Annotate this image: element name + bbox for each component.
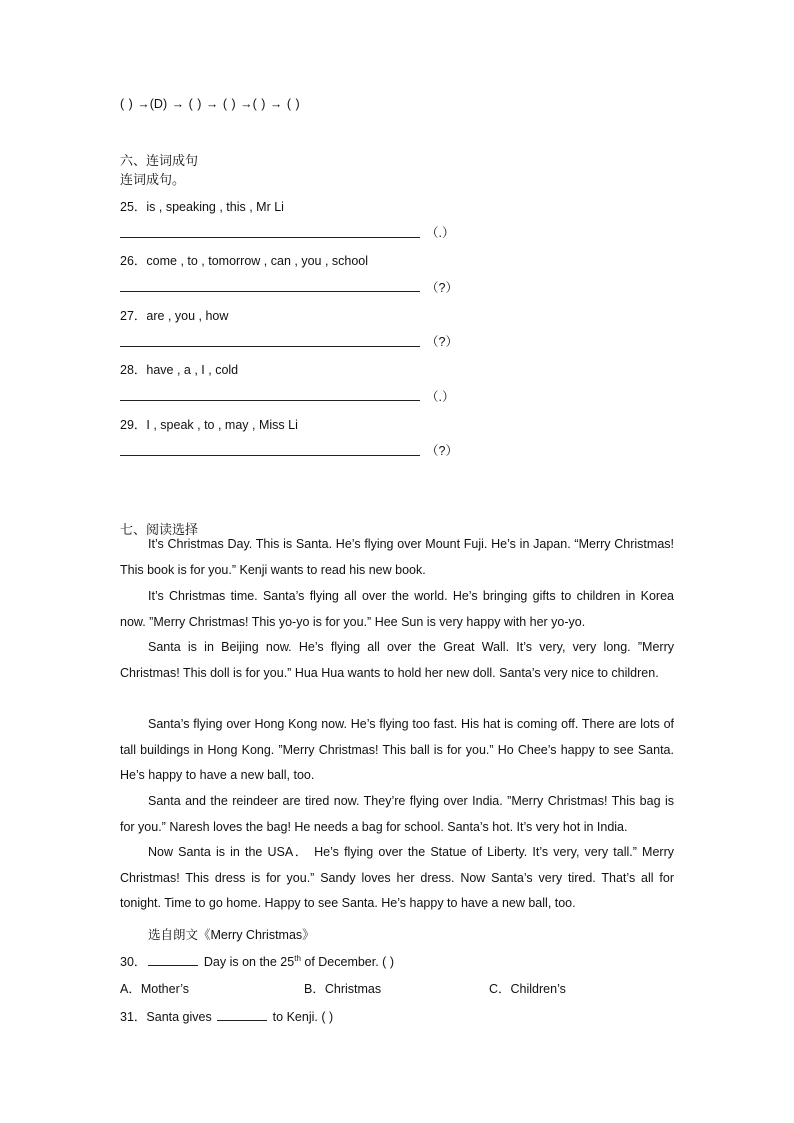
punct-28: （.）: [426, 390, 455, 404]
answer-line-28[interactable]: [120, 400, 420, 401]
question-31: [120, 1007, 333, 1025]
fill-blank[interactable]: [148, 955, 198, 966]
question-number: 28．: [120, 363, 147, 377]
question-tail: of December. ( ): [300, 955, 394, 969]
question-number: 25．: [120, 200, 147, 214]
question-words: is , speaking , this , Mr Li: [146, 200, 284, 214]
reading-paragraph-6: Now Santa is in the USA． He’s flying over the Statue of Liberty. It’s very, very tall.” Merry Christmas! This dress is for you.” Sandy loves her dress. Now Santa’s very tired. That’s all for tonight. Time to go home. Happy to see Santa. He’s happy to have a new ball, too.: [120, 845, 674, 911]
question-words: come , to , tomorrow , can , you , school: [146, 254, 369, 268]
reading-paragraph-2: It’s Christmas time. Santa’s flying all over the world. He’s bringing gifts to children in Korea now. ”Merry Christmas! This yo-yo is for you.” Hee Sun is very happy with her yo-yo.: [120, 589, 674, 629]
question-number: 26．: [120, 254, 147, 268]
question-number: 27．: [120, 309, 147, 323]
punct-27: （?）: [426, 335, 458, 349]
punct-25: （.）: [426, 226, 455, 240]
answer-line-25[interactable]: [120, 237, 420, 238]
order-answer-line: ( ) →(D) → ( ) → ( ) →( ) → ( ): [120, 97, 300, 111]
reading-paragraph-1: It’s Christmas Day. This is Santa. He’s flying over Mount Fuji. He’s in Japan. “Merry Christmas! This book is for you.” Kenji wants to read his new book.: [120, 537, 674, 577]
question-25: [120, 197, 284, 215]
question-28: [120, 360, 238, 378]
question-number: 29．: [120, 418, 147, 432]
reading-paragraph-5: Santa and the reindeer are tired now. They’re flying over India. ”Merry Christmas! This bag is for you.” Naresh loves the bag! He needs a bag for school. Santa’s hot. It’s very hot in India.: [120, 794, 674, 834]
reading-paragraph-3: Santa is in Beijing now. He’s flying all over the Great Wall. It’s very, very long. ”Merry Christmas! This doll is for you.” Hua Hua wants to hold her new doll. Santa’s very nice to children.: [120, 640, 674, 680]
answer-line-26[interactable]: [120, 291, 420, 292]
question-tail: to Kenji. ( ): [269, 1010, 334, 1024]
option-a[interactable]: A．Mother’s: [120, 982, 190, 996]
question-30: [120, 952, 394, 970]
question-number: 31．: [120, 1010, 147, 1024]
reading-paragraph-4: Santa’s flying over Hong Kong now. He’s flying too fast. His hat is coming off. There are lots of tall buildings in Hong Kong. ”Merry Christmas! This ball is for you.” Ho Chee’s happy to see Santa. He’s happy to have a new ball, too.: [120, 717, 674, 783]
reading-source: 选自朗文《Merry Christmas》: [148, 928, 315, 942]
question-26: [120, 251, 368, 269]
question-27: [120, 306, 228, 324]
section7-title: 七、阅读选择: [120, 522, 199, 537]
option-b[interactable]: B．Christmas: [304, 982, 382, 996]
option-c[interactable]: C．Children’s: [489, 982, 566, 996]
section6-title: 六、连词成句: [120, 153, 199, 168]
question-29: [120, 415, 298, 433]
question-text: Day is on the 25: [200, 955, 295, 969]
question-words: I , speak , to , may , Miss Li: [146, 418, 298, 432]
punct-29: （?）: [426, 444, 458, 458]
answer-line-27[interactable]: [120, 346, 420, 347]
fill-blank[interactable]: [217, 1010, 267, 1021]
question-words: have , a , I , cold: [146, 363, 239, 377]
question-words: are , you , how: [146, 309, 229, 323]
question-text: Santa gives: [146, 1010, 216, 1024]
punct-26: （?）: [426, 281, 458, 295]
answer-line-29[interactable]: [120, 455, 420, 456]
superscript-th: th: [294, 953, 301, 963]
section6-instruction: 连词成句。: [120, 172, 186, 187]
question-number: 30．: [120, 955, 147, 969]
